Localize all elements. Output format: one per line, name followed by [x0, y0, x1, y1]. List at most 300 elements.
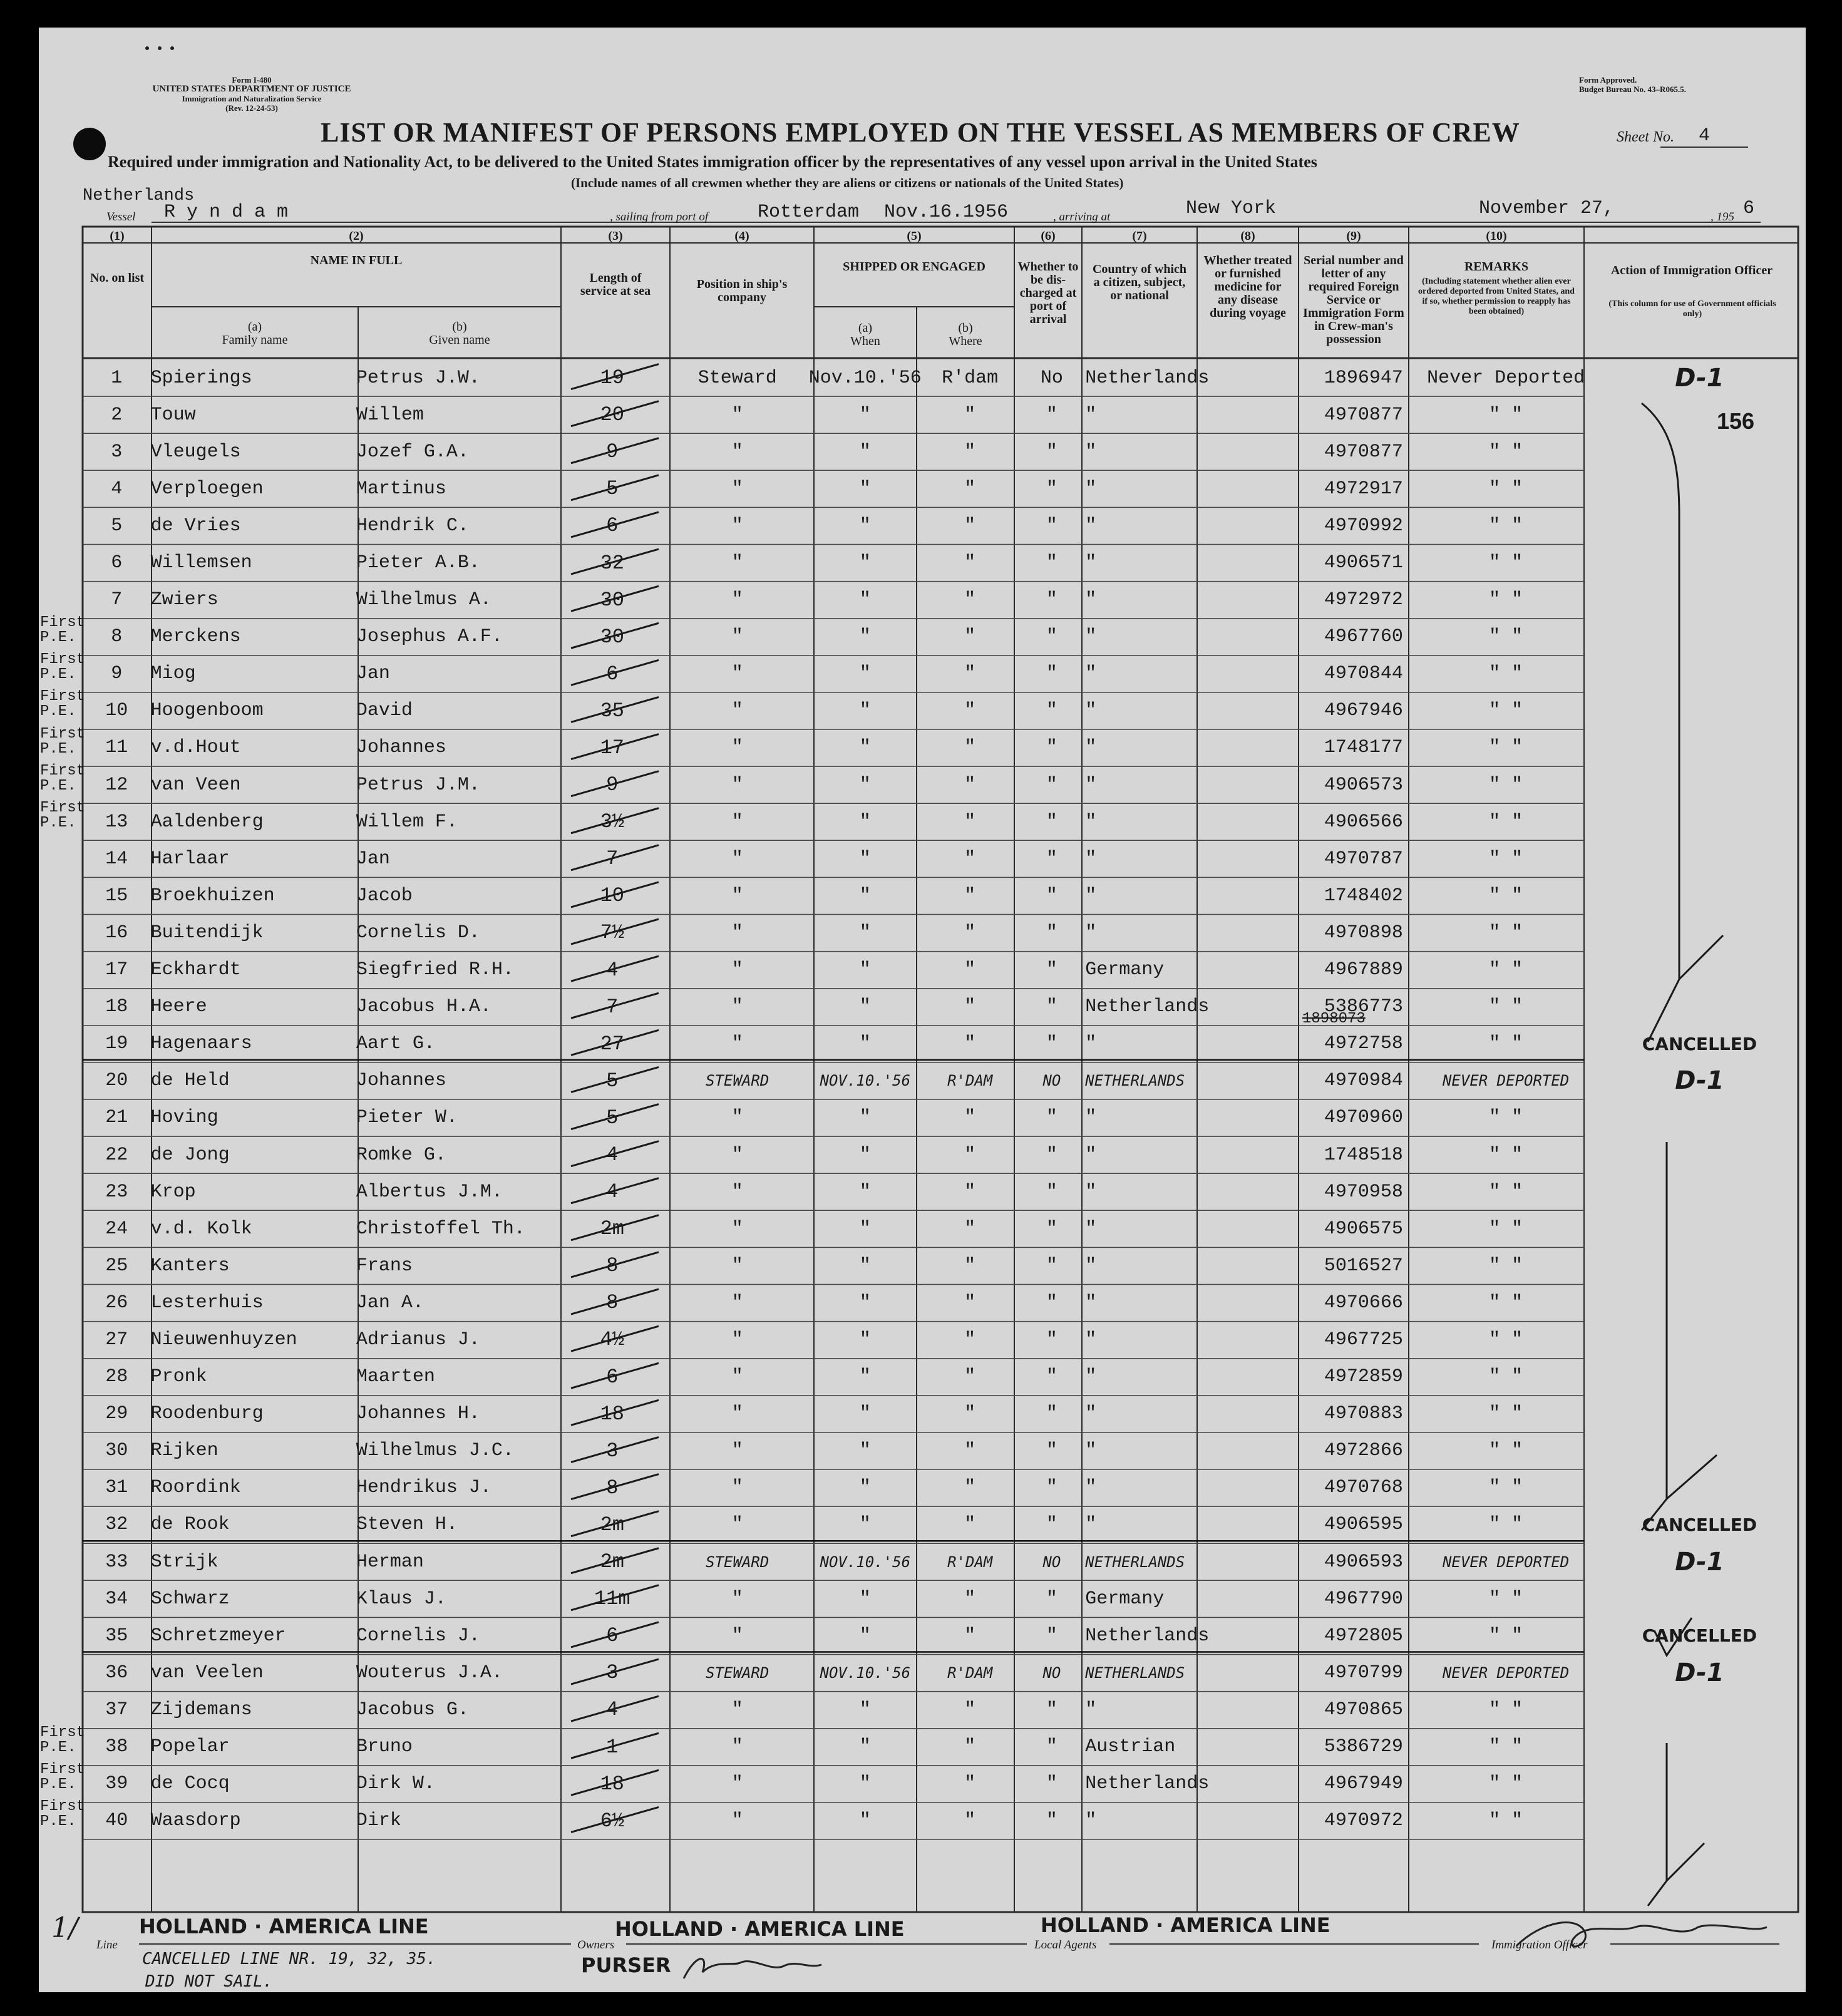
cell-length-of-service: 35 — [600, 699, 624, 723]
cell-given-name: Pieter A.B. — [356, 552, 480, 574]
table-row — [83, 914, 1806, 951]
cell-row-number: 40 — [105, 1810, 128, 1832]
cell-family-name: Roordink — [150, 1477, 241, 1499]
cell-row-number: 2 — [111, 404, 123, 426]
cell-remarks: " " — [1489, 1810, 1523, 1832]
cell-row-number: 16 — [105, 922, 128, 944]
cell-remarks: " " — [1489, 441, 1523, 463]
arriving-label: , arriving at — [1053, 210, 1111, 224]
cell-medicine — [1209, 692, 1309, 729]
cell-shipped-where: " — [964, 1181, 976, 1203]
cell-row-number: 35 — [105, 1625, 128, 1647]
cell-length-of-service: 6 — [606, 514, 619, 538]
table-row — [83, 1136, 1806, 1173]
cell-medicine — [1209, 952, 1309, 989]
cell-given-name: Johannes — [356, 1070, 446, 1092]
cell-shipped-when: " — [859, 1144, 871, 1166]
cell-action — [1593, 989, 1806, 1026]
cell-shipped-where: " — [964, 515, 976, 537]
cell-position: " — [731, 737, 743, 759]
owners-value: HOLLAND · AMERICA LINE — [615, 1917, 905, 1941]
cell-length-of-service: 3½ — [600, 810, 624, 834]
header-remarks: REMARKS — [1464, 260, 1529, 274]
cell-medicine — [1209, 1284, 1309, 1321]
col-10-number: (10) — [1486, 229, 1507, 243]
cell-medicine — [1209, 1728, 1309, 1765]
cell-country: Netherlands — [1085, 1773, 1210, 1795]
table-row — [83, 1506, 1806, 1543]
cell-remarks: " " — [1489, 1329, 1523, 1350]
cell-position: STEWARD — [706, 1553, 769, 1571]
cell-medicine — [1209, 359, 1309, 396]
first-pe-prefix: First P.E. — [40, 1724, 86, 1757]
table-row — [83, 1432, 1806, 1469]
cell-remarks: " " — [1489, 1625, 1523, 1647]
cell-row-number: 1 — [111, 367, 123, 389]
cell-medicine — [1209, 544, 1309, 581]
cell-country: " — [1085, 1477, 1097, 1499]
cell-shipped-when: " — [859, 1588, 871, 1610]
cell-medicine — [1209, 619, 1309, 656]
service: Immigration and Naturalization Service — [182, 94, 322, 103]
first-pe-prefix: First P.E. — [40, 651, 86, 684]
cell-medicine — [1209, 1396, 1309, 1432]
cell-family-name: de Vries — [150, 515, 241, 537]
cell-action — [1593, 1321, 1806, 1358]
cell-row-number: 13 — [105, 811, 128, 833]
page-title: LIST OR MANIFEST OF PERSONS EMPLOYED ON THE VESSEL AS MEMBERS OF CREW — [321, 117, 1520, 148]
cell-remarks: " " — [1489, 1366, 1523, 1388]
cell-family-name: van Veelen — [150, 1662, 264, 1684]
cell-discharged: " — [1046, 1366, 1057, 1388]
cell-position: " — [731, 626, 743, 648]
cell-serial-number: 4970883 — [1324, 1403, 1403, 1425]
cell-action — [1593, 840, 1806, 877]
first-pe-prefix: First P.E. — [40, 688, 86, 721]
cell-action — [1593, 433, 1806, 470]
cell-shipped-when: " — [859, 1255, 871, 1277]
cell-position: " — [731, 589, 743, 611]
budget-bureau: Budget Bureau No. 43–R065.5. — [1579, 85, 1686, 94]
page-count-annotation: 156 — [1717, 408, 1755, 434]
cell-family-name: Lesterhuis — [150, 1292, 264, 1314]
cell-serial-number: 4906566 — [1324, 811, 1403, 833]
cell-serial-number: 4972972 — [1324, 589, 1403, 611]
cell-given-name: Martinus — [356, 478, 446, 500]
cell-country: " — [1085, 1699, 1097, 1720]
table-row — [83, 1766, 1806, 1803]
cell-shipped-when: NOV.10.'56 — [820, 1553, 911, 1571]
cell-shipped-when: " — [859, 700, 871, 722]
cell-row-number: 15 — [105, 885, 128, 907]
cell-shipped-when: " — [859, 1292, 871, 1314]
cell-remarks: " " — [1489, 626, 1523, 648]
cell-shipped-when: " — [859, 1810, 871, 1832]
crew-table — [83, 359, 1806, 1839]
cell-given-name: Cornelis J. — [356, 1625, 480, 1647]
cell-given-name: Josephus A.F. — [356, 626, 503, 648]
cell-shipped-where: " — [964, 1440, 976, 1462]
cell-shipped-where: " — [964, 1477, 976, 1499]
cell-given-name: Jacobus H.A. — [356, 996, 491, 1018]
header-remarks-note: (Including statement whether alien ever ordered deported from United States, and if so, whether permission to reapply has been obtained) — [1418, 277, 1575, 316]
table-row — [83, 877, 1806, 914]
cell-shipped-when: NOV.10.'56 — [820, 1072, 911, 1090]
cell-shipped-when: " — [859, 1366, 871, 1388]
cell-serial-number: 4906595 — [1324, 1514, 1403, 1536]
cell-given-name: Dirk W. — [356, 1773, 435, 1795]
cell-shipped-where: R'dam — [942, 367, 999, 389]
cell-medicine — [1209, 1173, 1309, 1210]
cell-shipped-where: " — [964, 589, 976, 611]
cell-given-name: Aart G. — [356, 1033, 435, 1055]
cell-serial-number: 4970960 — [1324, 1107, 1403, 1129]
cell-action: CANCELLED — [1642, 1033, 1757, 1054]
cell-country: " — [1085, 1033, 1097, 1055]
cell-length-of-service: 11m — [594, 1587, 630, 1611]
cell-row-number: 14 — [105, 848, 128, 870]
cell-serial-number: 5386729 — [1324, 1736, 1403, 1758]
cell-serial-number: 4906573 — [1324, 774, 1403, 796]
cell-remarks: NEVER DEPORTED — [1442, 1664, 1570, 1682]
cell-length-of-service: 5 — [606, 1106, 619, 1129]
first-pe-prefix: First P.E. — [40, 762, 86, 795]
cell-length-of-service: 6 — [606, 1624, 619, 1648]
cell-given-name: Wilhelmus A. — [356, 589, 491, 611]
cell-country: " — [1085, 515, 1097, 537]
cell-shipped-when: " — [859, 552, 871, 574]
cell-action — [1593, 1210, 1806, 1247]
cell-serial-number: 4970799 — [1324, 1662, 1403, 1684]
cell-shipped-where: " — [964, 1292, 976, 1314]
cell-family-name: Popelar — [150, 1736, 230, 1758]
cell-length-of-service: 30 — [600, 588, 624, 612]
cell-country: Netherlands — [1085, 1625, 1210, 1647]
cell-discharged: " — [1046, 885, 1057, 907]
cell-given-name: Johannes — [356, 737, 446, 759]
table-row — [83, 1026, 1806, 1062]
subtitle: Required under immigration and Nationality Act, to be delivered to the United States immigration officer by the representatives of any vessel upon arrival in the United States — [108, 153, 1317, 171]
cell-position: " — [731, 959, 743, 981]
table-row — [83, 619, 1806, 656]
cell-discharged: " — [1046, 1144, 1057, 1166]
cell-action — [1593, 1284, 1806, 1321]
cell-shipped-where: " — [964, 1588, 976, 1610]
cell-family-name: Pronk — [150, 1366, 207, 1388]
cell-shipped-when: " — [859, 1699, 871, 1720]
cell-country: Germany — [1085, 959, 1165, 981]
cell-remarks: " " — [1489, 1440, 1523, 1462]
table-row — [83, 1062, 1806, 1099]
cell-action — [1593, 692, 1806, 729]
cell-medicine — [1209, 1432, 1309, 1469]
table-row — [83, 1469, 1806, 1506]
cell-medicine — [1209, 1099, 1309, 1136]
cell-row-number: 39 — [105, 1773, 128, 1795]
cell-country: " — [1085, 848, 1097, 870]
cell-discharged: " — [1046, 441, 1057, 463]
cell-action — [1593, 1803, 1806, 1839]
cell-country: " — [1085, 552, 1097, 574]
cell-shipped-when: " — [859, 1218, 871, 1240]
cell-row-number: 38 — [105, 1736, 128, 1758]
cell-country: " — [1085, 737, 1097, 759]
cell-family-name: Touw — [150, 404, 196, 426]
struck-serial: 1898073 — [1302, 1011, 1366, 1027]
cell-position: " — [731, 1625, 743, 1647]
cell-shipped-where: " — [964, 1144, 976, 1166]
cell-family-name: Kanters — [150, 1255, 230, 1277]
agents-value: HOLLAND · AMERICA LINE — [1041, 1913, 1330, 1937]
header-given-name: (b) Given name — [429, 320, 490, 347]
col-8-number: (8) — [1240, 229, 1255, 243]
cell-position: STEWARD — [706, 1664, 769, 1682]
col-5-number: (5) — [907, 229, 922, 243]
col-2-number: (2) — [349, 229, 364, 243]
cell-given-name: Jan — [356, 663, 390, 685]
cell-position: " — [731, 1773, 743, 1795]
cell-family-name: Eckhardt — [150, 959, 241, 981]
cell-country: " — [1085, 478, 1097, 500]
cell-shipped-where: " — [964, 663, 976, 685]
cell-remarks: " " — [1489, 1255, 1523, 1277]
cell-action — [1593, 507, 1806, 544]
table-row — [83, 729, 1806, 766]
table-row — [83, 433, 1806, 470]
cell-shipped-where: " — [964, 774, 976, 796]
cell-row-number: 28 — [105, 1366, 128, 1388]
cell-serial-number: 1748518 — [1324, 1144, 1403, 1166]
cell-country: " — [1085, 1440, 1097, 1462]
cell-length-of-service: 18 — [600, 1772, 624, 1796]
cell-remarks: " " — [1489, 737, 1523, 759]
cell-length-of-service: 18 — [600, 1402, 624, 1426]
cell-position: " — [731, 922, 743, 944]
sailing-date: Nov.16.1956 — [884, 202, 1009, 223]
cell-given-name: Petrus J.M. — [356, 774, 480, 796]
cell-serial-number: 4970972 — [1324, 1810, 1403, 1832]
department: UNITED STATES DEPARTMENT OF JUSTICE — [152, 84, 351, 94]
header-country: Country of which a citizen, subject, or national — [1092, 262, 1186, 302]
cell-action — [1593, 803, 1806, 840]
cell-position: " — [731, 515, 743, 537]
cell-shipped-where: " — [964, 1625, 976, 1647]
cell-discharged: " — [1046, 737, 1057, 759]
header-family-name: (a) Family name — [222, 320, 288, 347]
table-row — [83, 1543, 1806, 1580]
cell-length-of-service: 3 — [606, 1661, 619, 1685]
cell-position: " — [731, 1514, 743, 1536]
cell-remarks: " " — [1489, 922, 1523, 944]
cell-shipped-when: " — [859, 1773, 871, 1795]
cell-shipped-when: " — [859, 959, 871, 981]
first-pe-prefix: First P.E. — [40, 614, 86, 647]
col-6-number: (6) — [1041, 229, 1056, 243]
vessel-label: Vessel — [106, 210, 136, 224]
cell-length-of-service: 19 — [600, 366, 624, 390]
cell-serial-number: 5016527 — [1324, 1255, 1403, 1277]
cell-shipped-where: " — [964, 1329, 976, 1350]
table-row — [83, 1099, 1806, 1136]
cell-given-name: Bruno — [356, 1736, 413, 1758]
officer-signature — [1491, 1908, 1779, 1965]
cell-row-number: 34 — [105, 1588, 128, 1610]
cell-shipped-where: " — [964, 848, 976, 870]
cell-serial-number: 4970877 — [1324, 404, 1403, 426]
header-no-on-list: No. on list — [90, 271, 145, 285]
cell-serial-number: 4972866 — [1324, 1440, 1403, 1462]
cell-remarks: " " — [1489, 1588, 1523, 1610]
cell-action: D-1 — [1675, 1547, 1724, 1576]
cell-family-name: Roodenburg — [150, 1403, 264, 1425]
table-row — [83, 692, 1806, 729]
cell-country: " — [1085, 1810, 1097, 1832]
cell-action: D-1 — [1675, 1658, 1724, 1687]
cell-length-of-service: 6 — [606, 1365, 619, 1389]
cell-action — [1593, 1099, 1806, 1136]
cell-serial-number: 1748402 — [1324, 885, 1403, 907]
cell-serial-number: 4967889 — [1324, 959, 1403, 981]
cell-country: " — [1085, 663, 1097, 685]
cell-row-number: 7 — [111, 589, 123, 611]
cell-family-name: de Jong — [150, 1144, 230, 1166]
cell-discharged: " — [1046, 1588, 1057, 1610]
cell-medicine — [1209, 1506, 1309, 1543]
cell-medicine — [1209, 1469, 1309, 1506]
cell-shipped-where: " — [964, 626, 976, 648]
purser-signature — [677, 1947, 828, 1991]
cell-medicine — [1209, 729, 1309, 766]
col-1-number: (1) — [110, 229, 125, 243]
cell-serial-number: 1896947 — [1324, 367, 1403, 389]
cell-medicine — [1209, 1691, 1309, 1728]
cell-medicine — [1209, 914, 1309, 951]
cell-remarks: " " — [1489, 959, 1523, 981]
cell-action — [1593, 582, 1806, 619]
cell-position: " — [731, 552, 743, 574]
col-4-number: (4) — [734, 229, 749, 243]
cell-length-of-service: 9 — [606, 773, 619, 797]
cell-shipped-when: " — [859, 1625, 871, 1647]
line-value: HOLLAND · AMERICA LINE — [139, 1915, 429, 1938]
cell-remarks: " " — [1489, 1403, 1523, 1425]
officer-label: Immigration Officer — [1491, 1938, 1588, 1952]
cell-country: " — [1085, 441, 1097, 463]
cell-position: " — [731, 700, 743, 722]
cell-given-name: Dirk — [356, 1810, 401, 1832]
owners-label: Owners — [577, 1938, 615, 1952]
cell-country: " — [1085, 1144, 1097, 1166]
cell-shipped-when: " — [859, 811, 871, 833]
cell-family-name: v.d.Hout — [150, 737, 241, 759]
cell-country: " — [1085, 1255, 1097, 1277]
cell-given-name: Romke G. — [356, 1144, 446, 1166]
cell-family-name: Heere — [150, 996, 207, 1018]
cell-country: " — [1085, 1107, 1097, 1129]
cell-position: " — [731, 404, 743, 426]
first-pe-prefix: First P.E. — [40, 725, 86, 758]
cell-given-name: Willem F. — [356, 811, 458, 833]
cell-shipped-when: " — [859, 848, 871, 870]
cell-length-of-service: 5 — [606, 477, 619, 501]
cell-country: " — [1085, 774, 1097, 796]
cell-length-of-service: 6½ — [600, 1809, 624, 1833]
cell-row-number: 32 — [105, 1514, 128, 1536]
cell-country: " — [1085, 811, 1097, 833]
cell-row-number: 9 — [111, 663, 123, 685]
cell-remarks: " " — [1489, 885, 1523, 907]
cell-remarks: " " — [1489, 1736, 1523, 1758]
cell-discharged: " — [1046, 404, 1057, 426]
cell-position: " — [731, 1588, 743, 1610]
cell-shipped-when: " — [859, 922, 871, 944]
cell-country: " — [1085, 885, 1097, 907]
cell-given-name: Jacobus G. — [356, 1699, 469, 1720]
subtitle-note: (Include names of all crewmen whether they are aliens or citizens or nationals of the United States) — [571, 175, 1124, 190]
cell-discharged: " — [1046, 774, 1057, 796]
cell-shipped-when: " — [859, 441, 871, 463]
col-3-number: (3) — [608, 229, 623, 243]
cell-position: " — [731, 885, 743, 907]
cell-length-of-service: 2m — [600, 1513, 624, 1536]
cell-length-of-service: 6 — [606, 662, 619, 686]
cell-medicine — [1209, 470, 1309, 507]
table-row — [83, 840, 1806, 877]
cell-discharged: " — [1046, 589, 1057, 611]
cell-family-name: Hoving — [150, 1107, 219, 1129]
cell-serial-number: 4967725 — [1324, 1329, 1403, 1350]
cell-action — [1593, 952, 1806, 989]
cell-shipped-when: " — [859, 1181, 871, 1203]
cell-remarks: " " — [1489, 1773, 1523, 1795]
cell-serial-number: 4970992 — [1324, 515, 1403, 537]
cell-action — [1593, 619, 1806, 656]
cell-length-of-service: 4 — [606, 958, 619, 982]
cell-length-of-service: 9 — [606, 440, 619, 464]
cell-shipped-when: " — [859, 404, 871, 426]
cell-serial-number: 4972805 — [1324, 1625, 1403, 1647]
cell-remarks: " " — [1489, 1477, 1523, 1499]
cell-remarks: " " — [1489, 1699, 1523, 1720]
cell-given-name: Johannes H. — [356, 1403, 480, 1425]
cell-discharged: " — [1046, 1033, 1057, 1055]
vessel-name: R y n d a m — [164, 202, 289, 223]
cell-family-name: Harlaar — [150, 848, 230, 870]
cell-medicine — [1209, 1026, 1309, 1062]
cell-position: " — [731, 848, 743, 870]
cell-shipped-where: " — [964, 1366, 976, 1388]
cell-given-name: Siegfried R.H. — [356, 959, 514, 981]
cell-remarks: " " — [1489, 404, 1523, 426]
cell-serial-number: 4906575 — [1324, 1218, 1403, 1240]
cell-length-of-service: 27 — [600, 1032, 624, 1056]
cell-row-number: 33 — [105, 1551, 128, 1573]
cell-country: " — [1085, 404, 1097, 426]
cell-medicine — [1209, 433, 1309, 470]
cell-family-name: Hoogenboom — [150, 700, 264, 722]
cell-medicine — [1209, 840, 1309, 877]
header-discharged: Whether to be dis-charged at port of arrival — [1017, 260, 1079, 326]
cell-action — [1593, 1247, 1806, 1284]
cell-medicine — [1209, 1654, 1309, 1691]
table-row — [83, 544, 1806, 581]
table-row — [83, 582, 1806, 619]
cell-action — [1593, 1136, 1806, 1173]
cell-length-of-service: 32 — [600, 551, 624, 575]
cell-length-of-service: 7 — [606, 847, 619, 871]
cell-discharged: " — [1046, 1329, 1057, 1350]
cell-medicine — [1209, 877, 1309, 914]
